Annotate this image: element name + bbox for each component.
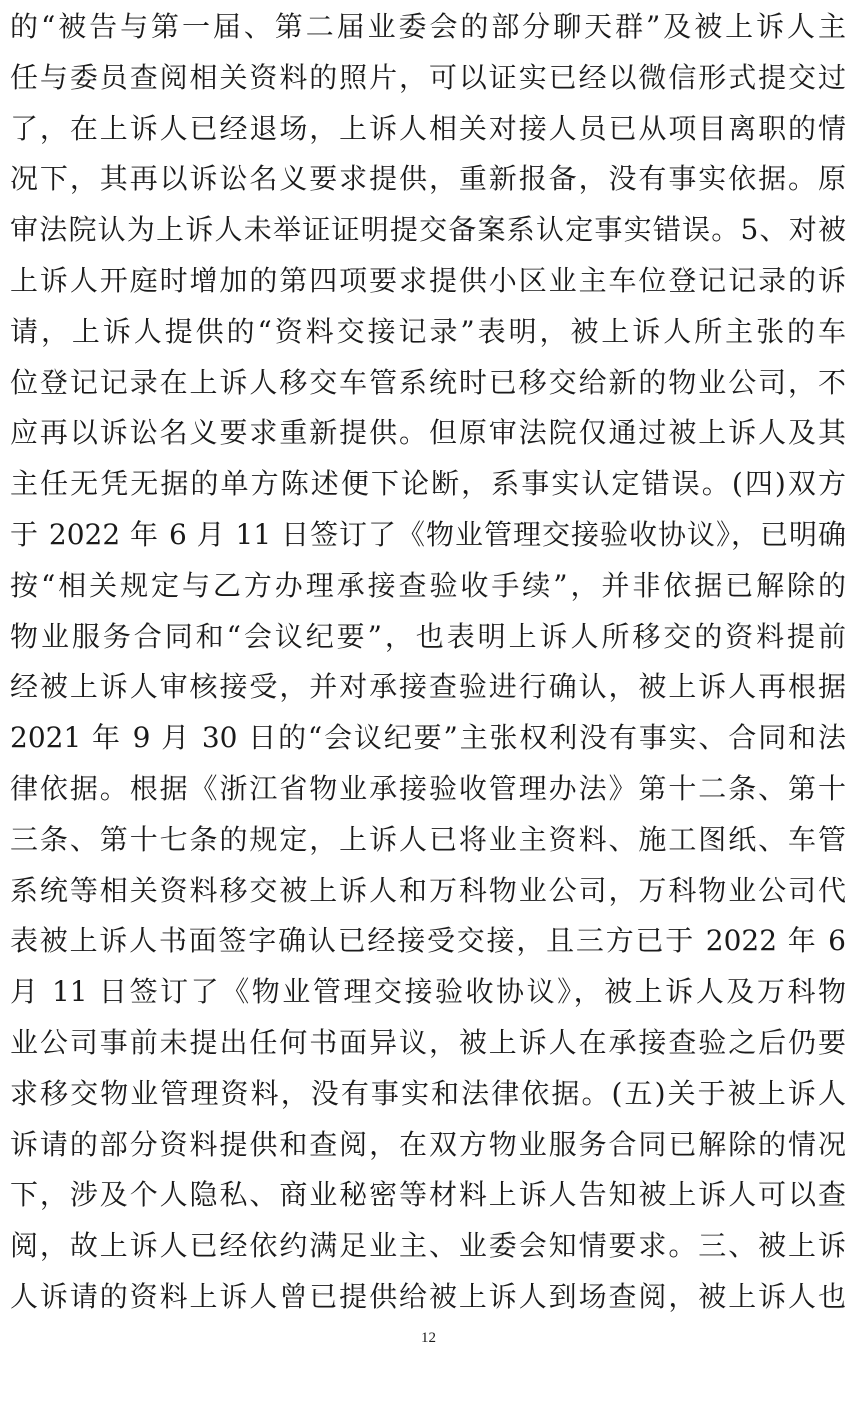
text-line: 于 2022 年 6 月 11 日签订了《物业管理交接验收协议》，已明确: [10, 517, 846, 551]
text-line: 经被上诉人审核接受，并对承接查验进行确认，被上诉人再根据: [10, 670, 846, 704]
text-line: 三条、第十七条的规定，上诉人已将业主资料、施工图纸、车管: [10, 822, 846, 856]
text-line: 表被上诉人书面签字确认已经接受交接，且三方已于 2022 年 6: [10, 924, 846, 958]
page-number: 12: [421, 1330, 436, 1346]
text-line: 诉请的部分资料提供和查阅，在双方物业服务合同已解除的情况: [10, 1127, 846, 1161]
text-line: 的“被告与第一届、第二届业委会的部分聊天群”及被上诉人主: [10, 10, 846, 43]
text-line: 物业服务合同和“会议纪要”，也表明上诉人所移交的资料提前: [10, 619, 846, 653]
text-line: 按“相关规定与乙方办理承接查验收手续”，并非依据已解除的: [10, 568, 846, 602]
text-line: 了，在上诉人已经退场，上诉人相关对接人员已从项目离职的情: [10, 111, 846, 145]
text-line: 主任无凭无据的单方陈述便下论断，系事实认定错误。(四)双方: [10, 467, 846, 501]
text-line: 阅，故上诉人已经依约满足业主、业委会知情要求。三、被上诉: [10, 1229, 846, 1263]
text-line: 位登记记录在上诉人移交车管系统时已移交给新的物业公司，不: [10, 365, 846, 399]
text-line: 下，涉及个人隐私、商业秘密等材料上诉人告知被上诉人可以查: [10, 1178, 846, 1212]
text-line: 人诉请的资料上诉人曾已提供给被上诉人到场查阅，被上诉人也: [10, 1279, 846, 1313]
text-line: 况下，其再以诉讼名义要求提供，重新报备，没有事实依据。原: [10, 162, 846, 196]
text-line: 求移交物业管理资料，没有事实和法律依据。(五)关于被上诉人: [10, 1076, 846, 1110]
text-line: 上诉人开庭时增加的第四项要求提供小区业主车位登记记录的诉: [10, 263, 846, 297]
text-line: 律依据。根据《浙江省物业承接验收管理办法》第十二条、第十: [10, 771, 846, 805]
text-line: 业公司事前未提出任何书面异议，被上诉人在承接查验之后仍要: [10, 1025, 846, 1059]
text-line: 审法院认为上诉人未举证证明提交备案系认定事实错误。5、对被: [10, 213, 846, 247]
text-line: 2021 年 9 月 30 日的“会议纪要”主张权利没有事实、合同和法: [10, 721, 846, 755]
text-line: 系统等相关资料移交被上诉人和万科物业公司，万科物业公司代: [10, 873, 846, 907]
text-line: 任与委员查阅相关资料的照片，可以证实已经以微信形式提交过: [10, 60, 846, 94]
text-line: 月 11 日签订了《物业管理交接验收协议》，被上诉人及万科物: [10, 975, 846, 1009]
text-line: 请，上诉人提供的“资料交接记录”表明，被上诉人所主张的车: [10, 314, 846, 348]
text-line: 应再以诉讼名义要求重新提供。但原审法院仅通过被上诉人及其: [10, 416, 846, 450]
body-text: [10, 2, 846, 1323]
